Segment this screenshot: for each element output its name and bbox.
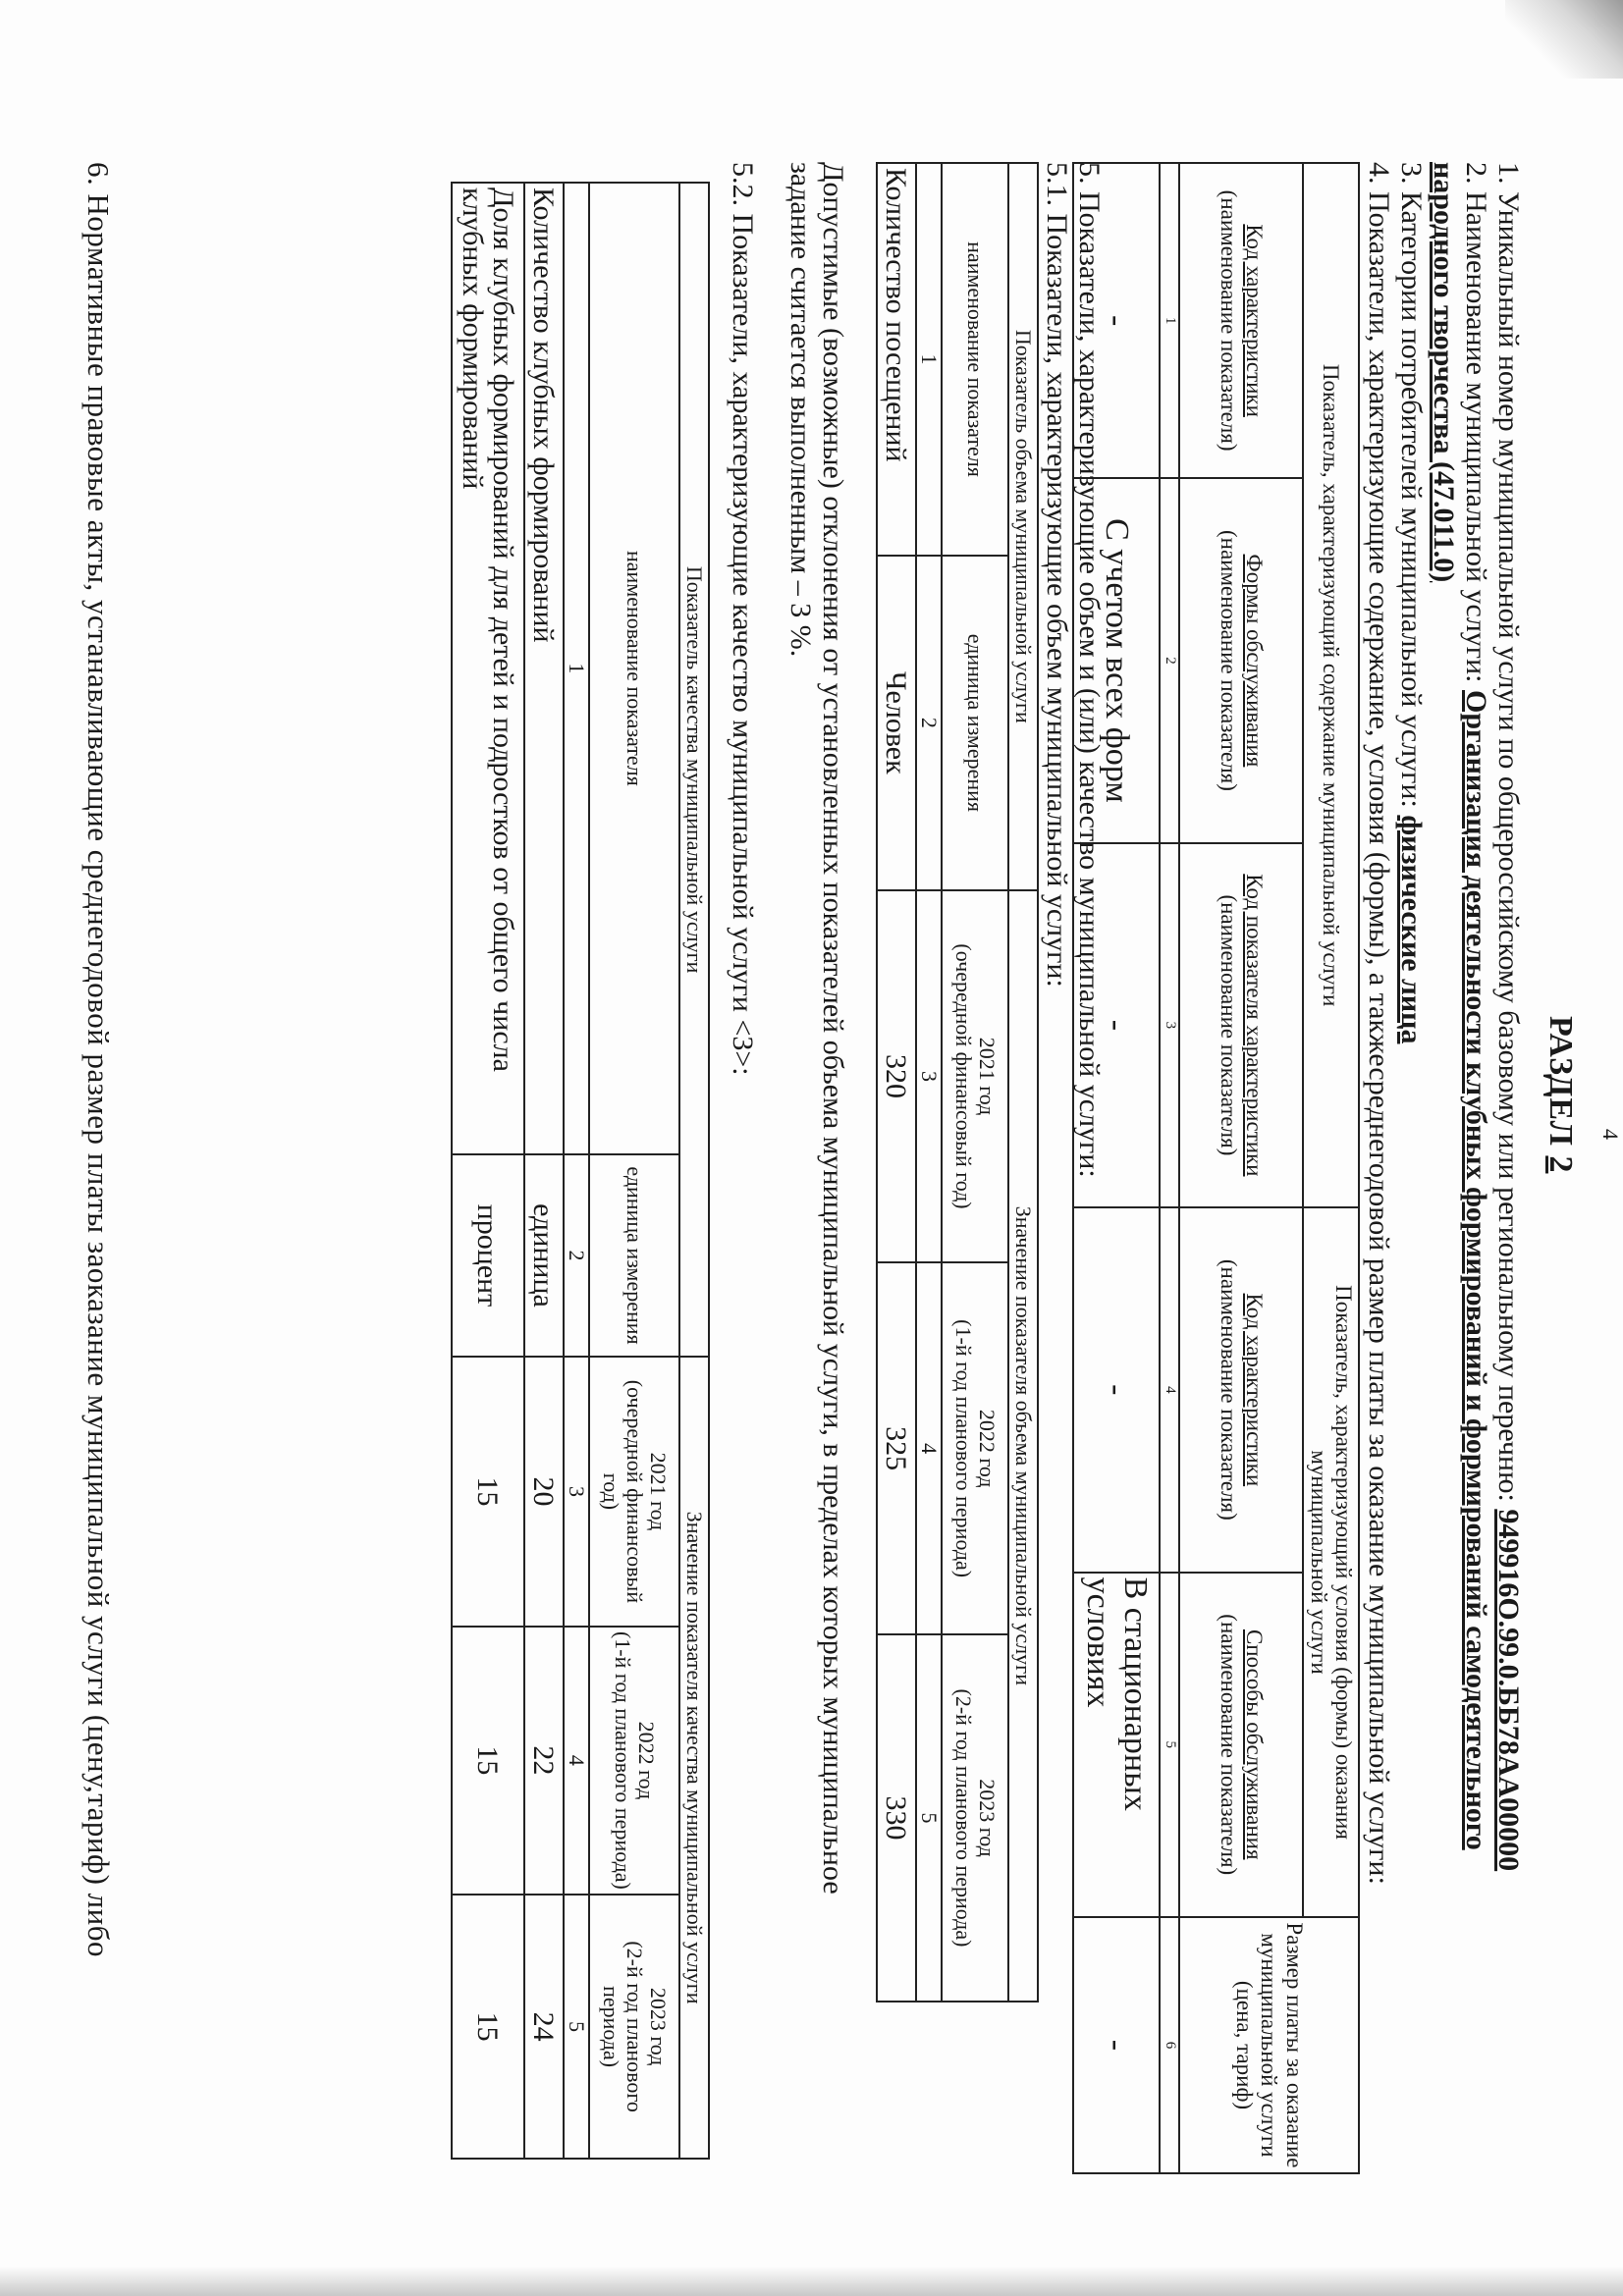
index-cell: 2 [564, 1154, 589, 1358]
deviation-line-1: Допустимые (возможные) отклонения от установленных показателей объема муниципальной услуги, в пределах которых муниципальное [817, 162, 849, 1895]
item-4: 4. Показатели, характеризующие содержание, условия (формы), а такжесреднегодовой размер платы за оказание муниципальной услуги: [1363, 162, 1395, 1885]
item-2-label: 2. Наименование муниципальной услуги: [1460, 162, 1492, 683]
table-cell: 15 [452, 1357, 524, 1626]
table-cell: 15 [452, 1895, 524, 2159]
table-cell: - [1073, 843, 1160, 1207]
col-header-2022 [589, 1627, 679, 1896]
group-header-volume-values: Значение показателя объема муниципальной услуги [1008, 890, 1038, 2002]
col-year-2021-sub: (очередной финансовый год) [950, 943, 976, 1209]
table-cell: С учетом всех форм [1073, 478, 1160, 842]
col-header-methods-sub: (наименование показателя) [1217, 1614, 1242, 1876]
table-row [524, 183, 564, 2159]
index-cell: 4 [1160, 1207, 1179, 1572]
index-cell: 5 [564, 1895, 589, 2159]
table-row [1008, 163, 1038, 2002]
table-cell: 22 [524, 1627, 564, 1896]
index-cell: 5 [1160, 1573, 1179, 1917]
col-header-name: наименование показателя [942, 163, 1008, 556]
index-row [916, 163, 942, 2002]
col-year-2021-sub: (очередной финансовый год) [598, 1379, 647, 1604]
item-2-value-line2: народного творчества (47.011.0) [1428, 162, 1460, 583]
table-cell: единица [524, 1154, 564, 1358]
table-cell: Количество посещений [877, 163, 916, 556]
col-year-2021: 2021 год [646, 1452, 672, 1531]
table-cell: 330 [877, 1634, 916, 2002]
table-cell: 20 [524, 1357, 564, 1626]
col-header-unit: единица измерения [589, 1154, 679, 1358]
table-row [877, 163, 916, 2002]
table-row [942, 163, 1008, 2002]
volume-table [876, 162, 1039, 2002]
table-cell: 15 [452, 1627, 524, 1896]
index-cell: 3 [916, 890, 942, 1263]
item-5: 5. Показатели, характеризующие объем и (или) качество муниципальной услуги: [1073, 162, 1106, 1178]
col-year-2023-sub: (2-й год планового периода) [950, 1688, 976, 1948]
table-cell: - [1073, 163, 1160, 478]
col-year-2021: 2021 год [975, 1037, 1000, 1116]
quality-table [451, 182, 710, 2160]
item-6: 6. Нормативные правовые акты, устанавливающие среднегодовой размер платы заоказание муниципальной услуги (цену,тариф) либо [81, 162, 116, 1958]
col-year-2022: 2022 год [634, 1721, 659, 1800]
table-cell: Человек [877, 556, 916, 890]
group-header-content: Показатель, характеризующий содержание муниципальной услуги [1303, 163, 1359, 1207]
item-3-label: 3. Категории потребителей муниципальной услуги: [1395, 162, 1428, 808]
index-row [1160, 163, 1179, 2173]
index-cell: 6 [1160, 1917, 1179, 2173]
item-1 [1491, 162, 1525, 1871]
deviation-line-2: задание считается выполненным – 3 %. [784, 162, 817, 658]
item-3 [1394, 162, 1428, 1043]
index-cell: 1 [564, 183, 589, 1154]
table-cell: Количество клубных формирований [524, 183, 564, 1154]
index-row [564, 183, 589, 2159]
col-header-2023 [942, 1634, 1008, 2002]
table-cell: В стационарных условиях [1073, 1573, 1160, 1917]
table-cell: процент [452, 1154, 524, 1358]
col-header-indicator-code [1179, 843, 1303, 1207]
col-header-indicator-code-sub: (наименование показателя) [1217, 894, 1242, 1156]
section-label: РАЗДЕЛ [1542, 1016, 1579, 1147]
col-header-2021 [942, 890, 1008, 1263]
col-header-methods-title: Способы обслуживания [1241, 1629, 1267, 1860]
group-header-volume: Показатель объема муниципальной услуги [1008, 163, 1038, 890]
table-row [679, 183, 709, 2159]
col-header-code [1179, 163, 1303, 478]
index-cell: 2 [1160, 478, 1179, 842]
col-year-2022: 2022 год [975, 1409, 1000, 1488]
col-header-forms [1179, 478, 1303, 842]
table-row [1303, 163, 1359, 2173]
col-header-unit: единица измерения [942, 556, 1008, 890]
table-row [452, 183, 524, 2159]
index-cell: 1 [916, 163, 942, 556]
index-cell: 3 [564, 1357, 589, 1626]
col-header-name: наименование показателя [589, 183, 679, 1154]
col-header-forms-sub: (наименование показателя) [1217, 530, 1242, 791]
section-number: 2 [1542, 1155, 1579, 1174]
index-cell: 2 [916, 556, 942, 890]
col-header-code-title: Код характеристики [1241, 224, 1267, 417]
index-cell: 4 [564, 1627, 589, 1896]
group-header-quality: Показатель качества муниципальной услуги [679, 183, 709, 1357]
page-number: 4 [1598, 1129, 1623, 1140]
group-header-conditions: Показатель, характеризующий условия (формы) оказания муниципальной услуги [1303, 1207, 1359, 1917]
col-header-code-2-sub: (наименование показателя) [1217, 1258, 1242, 1521]
content-conditions-table [1072, 162, 1360, 2174]
table-cell: 320 [877, 890, 916, 1263]
index-cell: 1 [1160, 163, 1179, 478]
group-header-quality-values: Значение показателя качества муниципальной услуги [679, 1357, 709, 2159]
index-cell: 5 [916, 1634, 942, 2002]
col-header-2022 [942, 1262, 1008, 1634]
table-cell: - [1073, 1917, 1160, 2173]
table-row [1179, 163, 1303, 2173]
section-heading [1542, 1016, 1579, 1173]
item-5-1: 5.1. Показатели, характеризующие объем муниципальной услуги: [1041, 162, 1073, 988]
col-header-methods [1179, 1573, 1303, 1917]
item-5-2: 5.2. Показатели, характеризующие качество муниципальной услуги <3>: [727, 162, 759, 1076]
col-header-code-sub: (наименование показателя) [1217, 189, 1242, 452]
col-year-2022-sub: (1-й год планового периода) [950, 1319, 976, 1578]
item-2-value-line1: Организация деятельности клубных формирований и формирований самодеятельного [1460, 689, 1492, 1850]
table-cell: 325 [877, 1262, 916, 1634]
col-year-2023-sub: (2-й год планового периода) [598, 1941, 647, 2112]
item-3-value: физические лица [1395, 815, 1428, 1044]
col-header-code-2-title: Код характеристики [1241, 1293, 1267, 1487]
col-header-forms-title: Формы обслуживания [1241, 554, 1267, 768]
item-2-cont [1427, 162, 1460, 582]
col-year-2022-sub: (1-й год планового периода) [610, 1630, 635, 1890]
item-2 [1459, 162, 1492, 1850]
index-cell: 4 [916, 1262, 942, 1634]
table-cell: - [1073, 1207, 1160, 1572]
col-year-2023: 2023 год [646, 1987, 672, 2066]
table-cell: 24 [524, 1895, 564, 2159]
table-cell: Доля клубных формирований для детей и подростков от общего числа клубных формирований [452, 183, 524, 1154]
col-year-2023: 2023 год [975, 1779, 1000, 1857]
index-cell: 3 [1160, 843, 1179, 1207]
item-1-value: 949916О.99.0.ББ78АА00000 [1492, 1509, 1525, 1872]
col-header-indicator-code-title: Код показателя характеристики [1241, 874, 1267, 1177]
col-header-code-2 [1179, 1207, 1303, 1572]
col-header-2021 [589, 1357, 679, 1626]
col-header-fee: Размер платы за оказание муниципальной услуги (цена, тариф) [1179, 1917, 1359, 2173]
item-1-label: 1. Уникальный номер муниципальной услуги по общероссийскому базовому или региональному перечню: [1492, 162, 1525, 1502]
col-header-2023 [589, 1895, 679, 2159]
table-row [589, 183, 679, 2159]
